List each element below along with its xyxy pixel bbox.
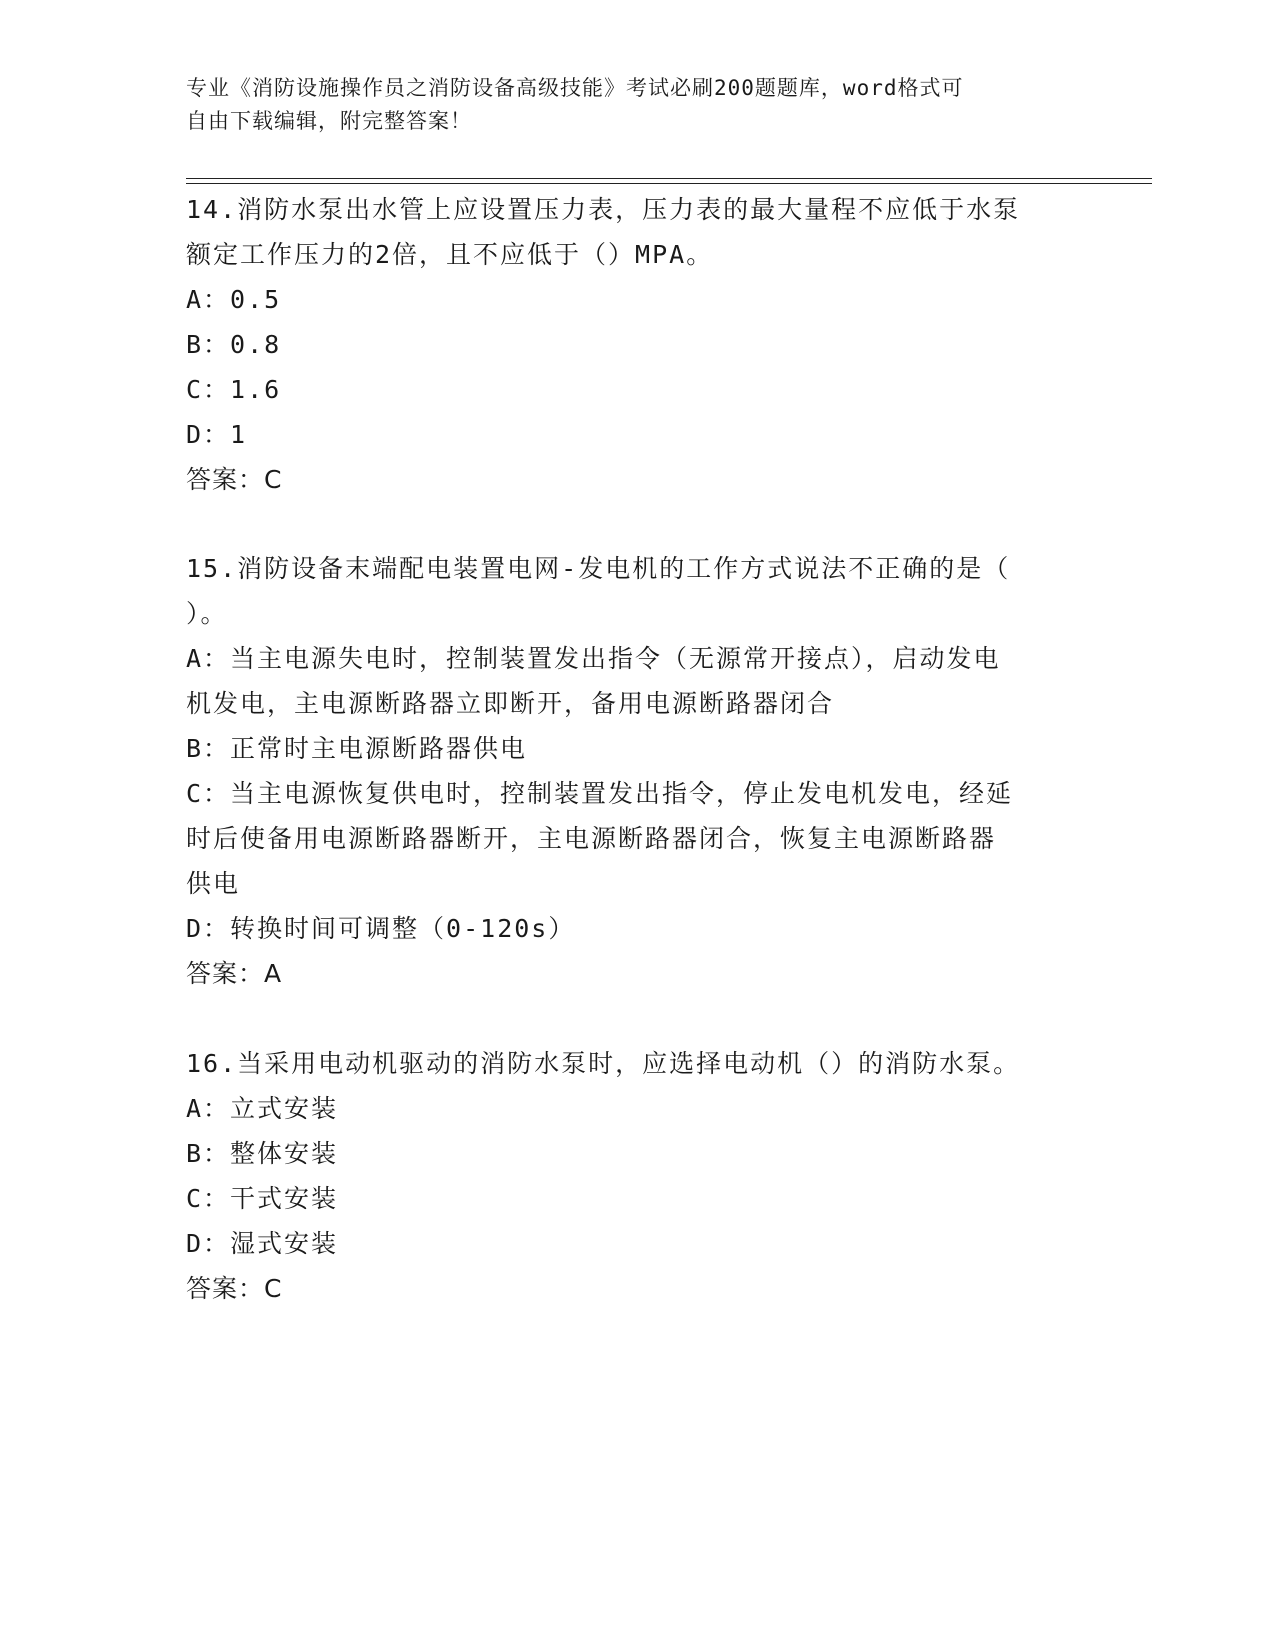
header-divider-bottom: [186, 183, 1152, 184]
header-line: 自由下载编辑，附完整答案！: [186, 109, 472, 133]
option-d: D：1: [186, 420, 248, 449]
option-d: D：湿式安装: [186, 1229, 339, 1258]
option-c: 时后使备用电源断路器断开，主电源断路器闭合，恢复主电源断路器: [186, 824, 997, 853]
option-d: D：转换时间可调整（0-120s）: [186, 914, 576, 943]
question-stem: 16.当采用电动机驱动的消防水泵时，应选择电动机（）的消防水泵。: [186, 1049, 1021, 1078]
option-c: C：当主电源恢复供电时，控制装置发出指令，停止发电机发电，经延: [186, 779, 1014, 808]
answer-label: 答案：C: [186, 1274, 283, 1303]
option-c: 供电: [186, 869, 241, 898]
option-a: 机发电，主电源断路器立即断开，备用电源断路器闭合: [186, 689, 835, 718]
option-a: A：0.5: [186, 285, 282, 314]
question-block: [186, 187, 1066, 502]
answer-label: 答案：C: [186, 465, 283, 494]
option-a: A：当主电源失电时，控制装置发出指令（无源常开接点），启动发电: [186, 644, 1001, 673]
option-b: B：0.8: [186, 330, 282, 359]
option-b: B：整体安装: [186, 1139, 339, 1168]
question-block: [186, 1041, 1066, 1311]
header-divider-top: [186, 178, 1152, 179]
header-line: 专业《消防设施操作员之消防设备高级技能》考试必刷200题题库，word格式可: [186, 76, 964, 100]
option-c: C：干式安装: [186, 1184, 339, 1213]
option-c: C：1.6: [186, 375, 282, 404]
question-stem: 15.消防设备末端配电装置电网-发电机的工作方式说法不正确的是（: [186, 554, 1011, 583]
question-stem: 额定工作压力的2倍，且不应低于（）MPA。: [186, 240, 714, 269]
question-stem: ）。: [186, 599, 228, 628]
answer-label: 答案：A: [186, 959, 283, 988]
document-header: [186, 72, 1066, 138]
option-a: A：立式安装: [186, 1094, 339, 1123]
option-b: B：正常时主电源断路器供电: [186, 734, 528, 763]
question-block: [186, 546, 1066, 996]
question-stem: 14.消防水泵出水管上应设置压力表，压力表的最大量程不应低于水泵: [186, 195, 1021, 224]
